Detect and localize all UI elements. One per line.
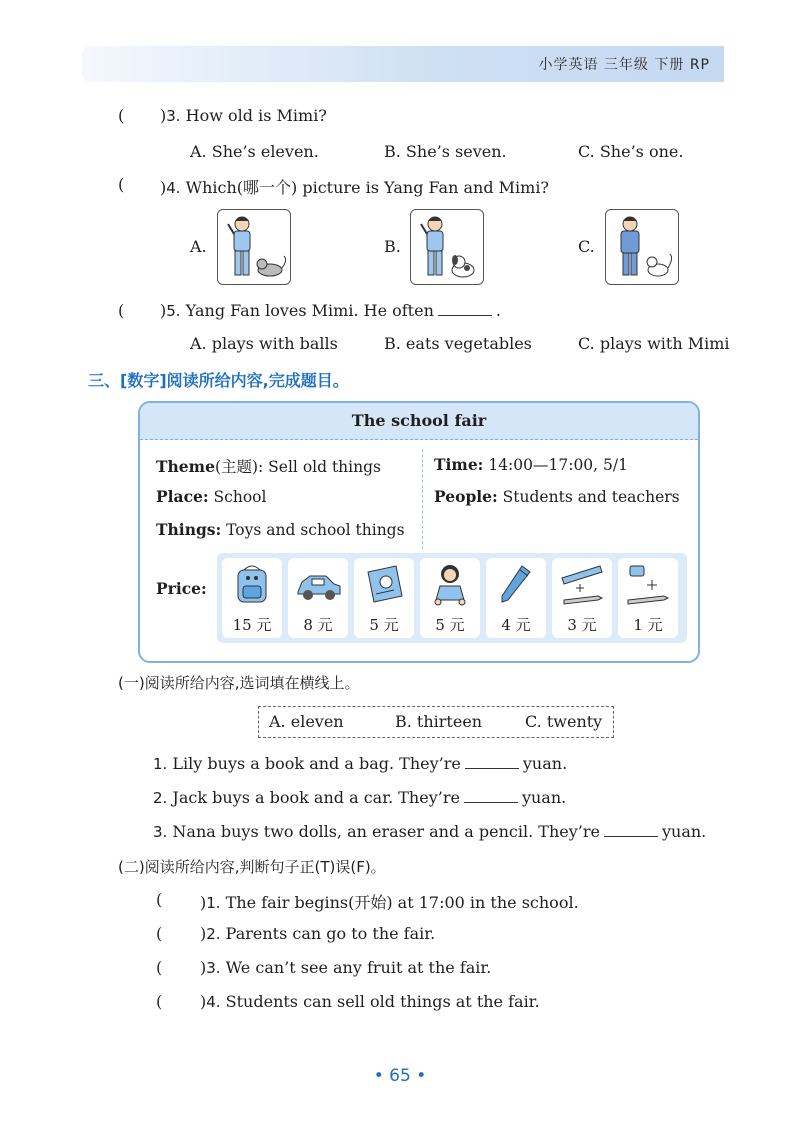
question-5: )5. Yang Fan loves Mimi. He often . [160,301,501,320]
eraser-pencil-icon [622,562,674,606]
answer-paren-left: ( [156,924,163,943]
q4-label-b: B. [384,237,401,256]
answer-paren-left: ( [156,890,163,909]
judge-item-4: )4. Students can sell old things at the fair. [200,992,540,1011]
price-value: 3 元 [567,616,597,634]
subsection-1-title: (一)阅读所给内容,选词填在横线上。 [118,674,360,692]
judge-item-2: )2. Parents can go to the fair. [200,924,436,943]
price-strip [217,553,687,643]
q3-option-a: A. She’s eleven. [190,142,319,161]
answer-paren-left: ( [156,958,163,977]
price-item [354,558,414,638]
answer-blank[interactable] [464,788,518,803]
q4-label-a: A. [190,237,207,256]
divider [422,449,423,549]
q4-picture-a [217,209,291,285]
price-value: 15 元 [232,616,272,634]
question-4: )4. Which(哪一个) picture is Yang Fan and Mimi? [160,178,550,197]
poster-header [140,403,698,440]
answer-blank[interactable] [438,301,492,316]
q5-option-b: B. eats vegetables [384,334,532,353]
section-3-title: 三、[数字]阅读所给内容,完成题目。 [88,371,349,390]
toy-car-icon [292,562,344,606]
answer-blank[interactable] [604,822,658,837]
price-item [552,558,612,638]
answer-paren-left: ( [118,106,125,125]
price-item [618,558,678,638]
q5-option-c: C. plays with Mimi [578,334,730,353]
q3-option-b: B. She’s seven. [384,142,507,161]
book-info: 小学英语 三年级 下册 RP [538,57,710,73]
doll-icon [424,562,476,606]
q3-option-c: C. She’s one. [578,142,684,161]
fill-question-2: 2. Jack buys a book and a car. They’re yuan. [153,788,567,807]
word-option-b: B. thirteen [395,712,483,731]
pen-icon [490,562,542,606]
q4-picture-b [410,209,484,285]
q4-label-c: C. [578,237,595,256]
book-icon [358,562,410,606]
price-item [486,558,546,638]
poster-title: The school fair [351,411,487,430]
subsection-2-title: (二)阅读所给内容,判断句子正(T)误(F)。 [118,858,386,876]
word-option-a: A. eleven [269,712,344,731]
people-field: People: Students and teachers [434,487,680,506]
price-value: 1 元 [633,616,663,634]
page-number: • 65 • [373,1066,427,1086]
things-field: Things: Toys and school things [156,520,405,539]
ruler-pencil-icon [556,562,608,606]
place-field: Place: School [156,487,267,506]
judge-item-3: )3. We can’t see any fruit at the fair. [200,958,492,977]
word-option-c: C. twenty [525,712,603,731]
price-item [288,558,348,638]
price-value: 5 元 [369,616,399,634]
q4-picture-c [605,209,679,285]
question-3: )3. How old is Mimi? [160,106,327,125]
boy-with-dog-icon [411,210,483,284]
price-value: 8 元 [303,616,333,634]
fill-question-3: 3. Nana buys two dolls, an eraser and a pencil. They’re yuan. [153,822,707,841]
judge-item-1: )1. The fair begins(开始) at 17:00 in the school. [200,893,579,912]
fill-question-1: 1. Lily buys a book and a bag. They’re yuan. [153,754,568,773]
schoolbag-icon [226,562,278,606]
page-header-banner [82,46,724,82]
boy-with-cat-icon [218,210,290,284]
answer-paren-left: ( [156,992,163,1011]
school-fair-poster [138,401,700,663]
price-value: 5 元 [435,616,465,634]
price-item [420,558,480,638]
time-field: Time: 14:00—17:00, 5/1 [434,455,628,474]
price-label: Price: [156,579,207,598]
q5-option-a: A. plays with balls [190,334,338,353]
answer-paren-left: ( [118,301,125,320]
price-item [222,558,282,638]
answer-paren-left: ( [118,175,125,194]
word-bank [258,706,614,738]
theme-field: Theme(主题): Sell old things [156,457,381,476]
boy-with-white-cat-icon [606,210,678,284]
price-value: 4 元 [501,616,531,634]
answer-blank[interactable] [465,754,519,769]
